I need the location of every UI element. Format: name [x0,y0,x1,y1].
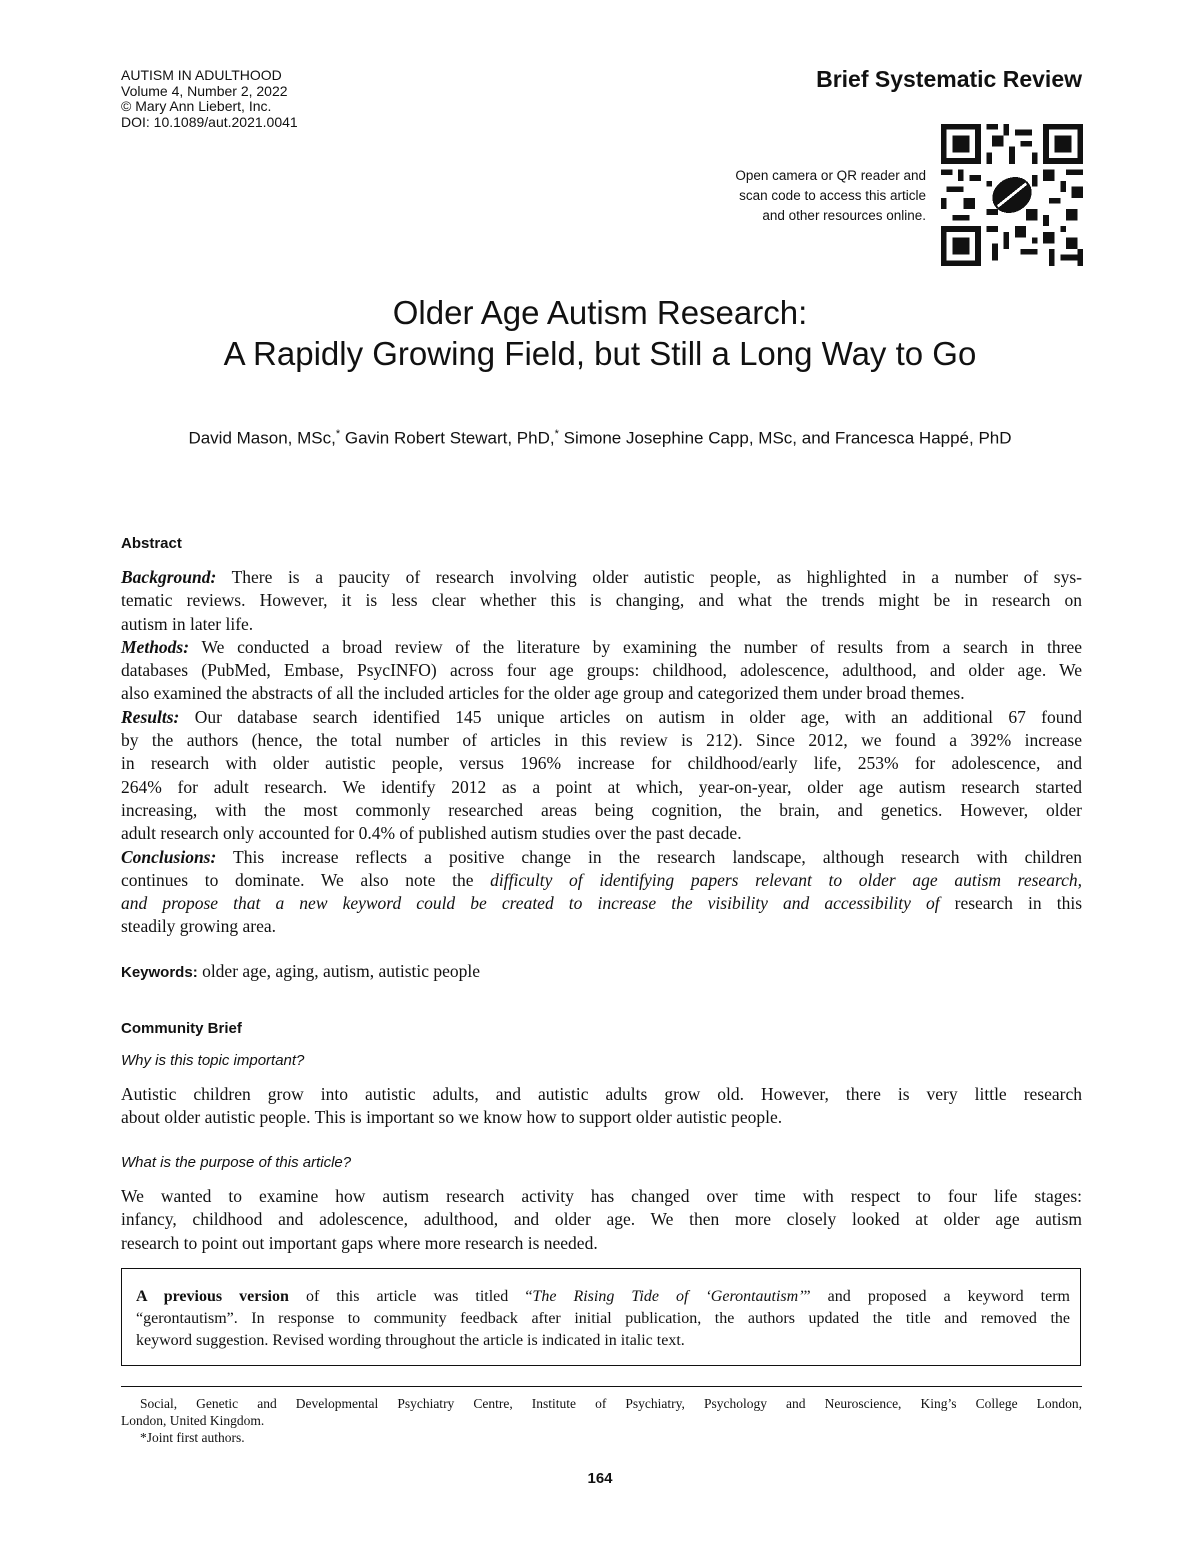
joint-author-mark: * [335,428,341,440]
abstract-text [121,566,1082,939]
footnote-divider [121,1386,1082,1387]
journal-volume: Volume 4, Number 2, 2022 [121,82,288,99]
affiliation-footnote [121,1395,1082,1446]
abstract-line: continues to dominate. We also note the difficulty of identifying papers relevant to older age autism research, [121,869,1082,890]
abstract-heading: Abstract [121,535,182,552]
joint-author-mark: * [554,428,559,440]
methods-label: Methods: [121,636,190,657]
keywords-label: Keywords: [121,964,198,981]
page-number: 164 [587,1470,613,1487]
author-name: Gavin Robert Stewart, PhD, [340,428,555,448]
abstract-line: adult research only accounted for 0.4% of published autism studies over the past decade. [121,823,742,844]
question-heading: What is the purpose of this article? [121,1154,352,1171]
abstract-line: tematic reviews. However, it is less clear whether this is changing, and what the trends might be in research on [121,590,1082,611]
paragraph-line: infancy, childhood and adolescence, adulthood, and older age. We then more closely looked at older age autism [121,1209,1082,1230]
abstract-line: also examined the abstracts of all the included articles for the older age group and categorized them under broad themes. [121,683,965,704]
background-label: Background: [121,567,217,587]
publisher: © Mary Ann Liebert, Inc. [121,98,272,114]
question-heading: Why is this topic important? [121,1052,305,1069]
paragraph-line: Autistic children grow into autistic adults, and autistic adults grow old. However, there is very little research [121,1084,1082,1104]
abstract-line: Results: Our database search identified 145 unique articles on autism in older age, with an additional 67 found [121,706,1082,727]
abstract-line: steadily growing area. [121,916,277,937]
abstract-line: by the authors (hence, the total number of articles in this review is 212). Since 2012, we found a 392% increase [121,730,1082,751]
keywords-value: older age, aging, autism, autistic people [197,961,481,981]
doi: DOI: 10.1089/aut.2021.0041 [121,113,298,130]
abstract-line: autism in later life. [121,613,254,634]
author-list [0,428,1200,449]
affiliation-line: London, United Kingdom. [121,1413,265,1428]
affiliation-line: Social, Genetic and Developmental Psychiatry Centre, Institute of Psychiatry, Psychology and Neuroscience, King’s College London, [140,1396,1082,1411]
author-name: Simone Josephine Capp, MSc, and Francesca Happé, PhD [558,428,1012,448]
joint-authors-note: *Joint first authors. [140,1430,245,1445]
abstract-line: increasing, with the most commonly researched areas being cognition, the brain, and genetics. However, older [121,799,1082,820]
keywords [121,961,480,982]
note-line: “gerontautism”. In response to community feedback after initial publication, the authors updated the title and removed the [136,1310,1070,1327]
article-title [0,292,1200,374]
qr-caption-line: Open camera or QR reader and [735,168,926,183]
journal-info [121,68,298,130]
article-type: Brief Systematic Review [816,66,1082,92]
abstract-line: Background: There is a paucity of research involving older autistic people, as highlighted in a number of sys- [121,567,1082,587]
abstract-line: 264% for adult research. We identify 2012 as a point at which, year-on-year, older age autism research started [121,776,1082,797]
answer-paragraph [121,1083,1082,1130]
qr-caption-line: scan code to access this article [739,188,926,203]
title-line-2: A Rapidly Growing Field, but Still a Long Way to Go [223,335,977,372]
results-label: Results: [121,706,180,727]
previous-version-note [121,1268,1081,1366]
note-line: A previous version of this article was titled “The Rising Tide of ‘Gerontautism’” and proposed a keyword term [136,1288,1071,1305]
abstract-line: Methods: We conducted a broad review of the literature by examining the number of results from a search in three [121,636,1082,657]
paragraph-line: about older autistic people. This is important so we know how to support older autistic people. [121,1107,783,1128]
community-brief-heading: Community Brief [121,1020,242,1037]
conclusions-label: Conclusions: [121,846,217,867]
qr-code-icon[interactable] [941,124,1083,266]
answer-paragraph [121,1185,1082,1255]
paragraph-line: research to point out important gaps where more research is needed. [121,1232,598,1253]
qr-caption [735,166,926,226]
abstract-line: Conclusions: This increase reflects a positive change in the research landscape, although research with children [121,846,1082,867]
qr-caption-line: and other resources online. [762,208,926,223]
note-line: keyword suggestion. Revised wording throughout the article is indicated in italic text. [136,1332,685,1349]
title-line-1: Older Age Autism Research: [392,294,808,331]
abstract-line: and propose that a new keyword could be created to increase the visibility and accessibility of research in this [121,893,1083,914]
journal-name: AUTISM IN ADULTHOOD [121,67,282,83]
paragraph-line: We wanted to examine how autism research activity has changed over time with respect to four life stages: [121,1186,1082,1206]
abstract-line: databases (PubMed, Embase, PsycINFO) across four age groups: childhood, adolescence, adulthood, and older age. We [121,660,1082,681]
author-name: David Mason, MSc, [188,428,336,448]
abstract-line: in research with older autistic people, versus 196% increase for childhood/early life, 253% for adolescence, and [121,753,1082,774]
